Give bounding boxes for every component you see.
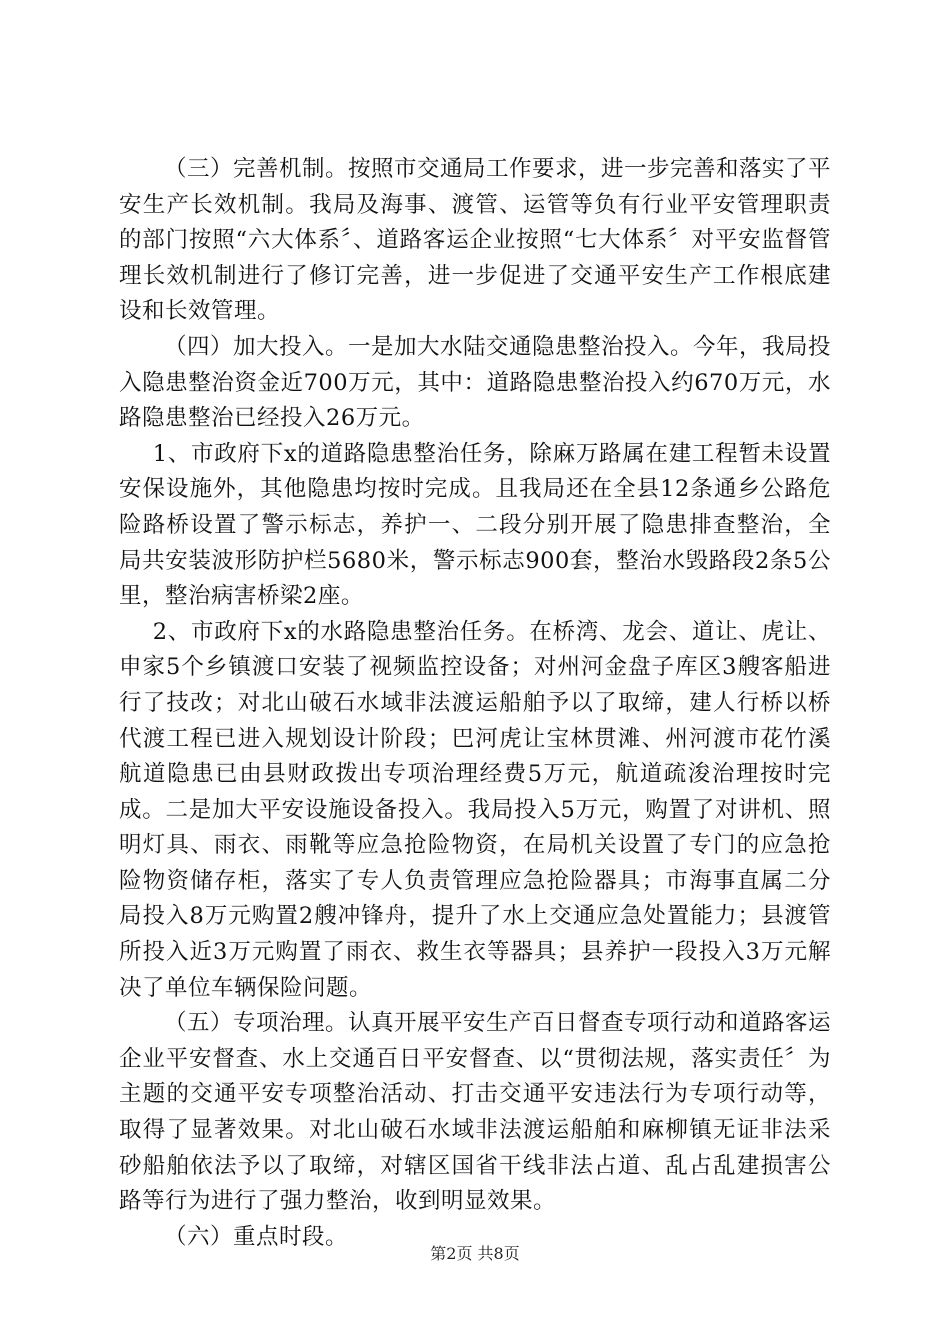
paragraph-mechanism: （三）完善机制。按照市交通局工作要求，进一步完善和落实了平安生产长效机制。我局及海事、渡管、运管等负有行业平安管理职责的部门按照“六大体系〞、道路客运企业按照“七大体系〞对平安监督管理长效机制进行了修订完善，进一步促进了交通平安生产工作根底建设和长效管理。	[119, 156, 832, 325]
paragraph-road-hazards: 1、市政府下x的道路隐患整治任务，除麻万路属在建工程暂未设置安保设施外，其他隐患均按时完成。且我局还在全县12条通乡公路危险路桥设置了警示标志，养护一、二段分别开展了隐患排查整治，全局共安装波形防护栏5680米，警示标志900套，整治水毁路段2条5公里，整治病害桥梁2座。	[119, 440, 831, 610]
page-footer: 第2页 共8页	[430, 1244, 520, 1263]
paragraph-key-periods: （六）重点时段。	[164, 1223, 349, 1250]
paragraph-special-governance: （五）专项治理。认真开展平安生产百日督查专项行动和道路客运企业平安督查、水上交通百日平安督查、以“贯彻法规，落实责任〞为主题的交通平安专项整治活动、打击交通平安违法行为专项行动等，取得了显著效果。对北山破石水域非法渡运船舶和麻柳镇无证非法采砂船舶依法予以了取缔，对辖区国省干线非法占道、乱占乱建损害公路等行为进行了强力整治，收到明显效果。	[119, 1010, 832, 1215]
document-body	[119, 152, 831, 1255]
paragraph-waterway-hazards: 2、市政府下x的水路隐患整治任务。在桥湾、龙会、道让、虎让、申家5个乡镇渡口安装了视频监控设备；对州河金盘子库区3艘客船进行了技改；对北山破石水域非法渡运船舶予以了取缔，建人行桥以桥代渡工程已进入规划设计阶段；巴河虎让宝林贯滩、州河渡市花竹溪航道隐患已由县财政拨出专项治理经费5万元，航道疏浚治理按时完成。二是加大平安设施设备投入。我局投入5万元，购置了对讲机、照明灯具、雨衣、雨靴等应急抢险物资，在局机关设置了专门的应急抢险物资储存柜，落实了专人负责管理应急抢险器具；市海事直属二分局投入8万元购置2艘冲锋舟，提升了水上交通应急处置能力；县渡管所投入近3万元购置了雨衣、救生衣等器具；县养护一段投入3万元解决了单位车辆保险问题。	[119, 618, 831, 1001]
paragraph-investment: （四）加大投入。一是加大水陆交通隐患整治投入。今年，我局投入隐患整治资金近700万元，其中：道路隐患整治投入约670万元，水路隐患整治已经投入26万元。	[119, 333, 832, 432]
